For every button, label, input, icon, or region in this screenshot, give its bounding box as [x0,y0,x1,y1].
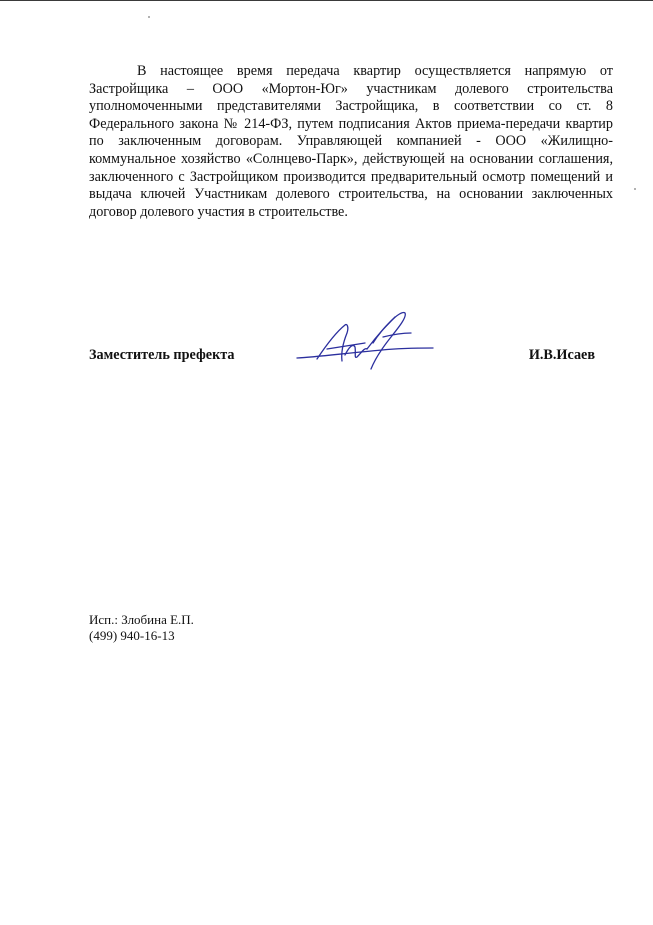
executor-phone: (499) 940-16-13 [89,628,175,643]
letter-body-paragraph: В настоящее время передача квартир осуществляется напрямую от Застройщика – ООО «Мортон-Юг» участникам долевого строительства уполномоченными представителями Застройщика, в соответствии со ст. 8 Федерального закона № 214-ФЗ, путем подписания Актов приема-передачи квартир по заключенным договорам. Управляющей компанией - ООО «Жилищно-коммунальное хозяйство «Солнцево-Парк», действующей на основании соглашения, заключенного с Застройщиком производится предварительный осмотр помещений и выдача ключей Участникам долевого строительства, на основании заключенных договор долевого участия в строительстве. [89,63,613,220]
scan-speck [634,188,636,190]
page-top-edge [0,0,653,1]
scan-speck [148,16,150,18]
executor-info [89,612,194,644]
signatory-name: И.В.Исаев [528,347,595,363]
signatory-position: Заместитель префекта [89,347,235,363]
handwritten-signature [287,303,437,375]
executor-label: Исп.: Злобина Е.П. [89,612,194,627]
